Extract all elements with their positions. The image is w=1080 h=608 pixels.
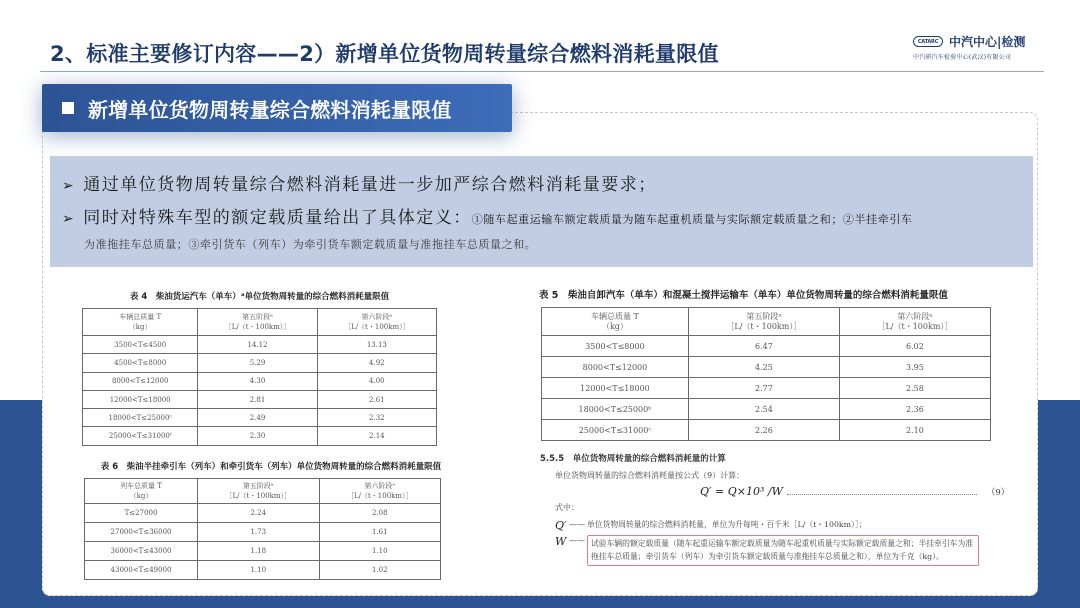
- table-cell: 1.10: [319, 542, 441, 561]
- table-4: [82, 290, 437, 446]
- table-cell: 8000<T≤12000: [542, 357, 689, 378]
- table-cell: 27000<T≤36000: [85, 523, 198, 542]
- table-cell: 5.29: [198, 354, 317, 372]
- table-cell: 6.02: [839, 336, 990, 357]
- table-cell: 18000<T≤25000ᵇ: [542, 399, 689, 420]
- formula-where-label: 式中：: [555, 503, 579, 512]
- table-cell: 2.24: [198, 504, 319, 523]
- table-cell: 12000<T≤18000: [83, 390, 198, 408]
- table-header-row: [85, 479, 441, 504]
- table-header-row: [83, 309, 437, 336]
- table-cell: 13.13: [317, 336, 436, 354]
- logo-brand-text: 中汽中心|检测: [949, 35, 1026, 49]
- table-cell: 1.18: [198, 542, 319, 561]
- table-cell: 2.08: [319, 504, 441, 523]
- arrow-bullet-icon: ➢: [62, 178, 76, 194]
- table-cell: T≤27000: [85, 504, 198, 523]
- table-row: [542, 336, 991, 357]
- table-caption: 表 4 柴油货运汽车（单车）ᵃ单位货物周转量的综合燃料消耗量限值: [129, 292, 390, 302]
- summary-bullet-text: 同时对特殊车型的额定载质量给出了具体定义：: [83, 208, 472, 228]
- page-title: 2、标准主要修订内容——2）新增单位货物周转量综合燃料消耗量限值: [50, 42, 719, 66]
- table-cell: 2.30: [198, 427, 317, 445]
- column-header: 第六阶段ᵃ ［L/（t・100km）］: [317, 309, 436, 336]
- limit-table: [84, 478, 441, 580]
- table-cell: 12000<T≤18000: [542, 378, 689, 399]
- limit-table: [541, 307, 991, 441]
- definition-symbol: W: [555, 535, 567, 548]
- table-cell: 4.00: [317, 372, 436, 390]
- square-bullet-icon: [62, 102, 74, 114]
- table-row: [542, 378, 991, 399]
- catarc-logo-icon: CATARC: [913, 36, 943, 47]
- table-cell: 25000<T≤31000ᶜ: [542, 420, 689, 441]
- column-header: 车辆总质量 T （kg）: [83, 309, 198, 336]
- table-row: [83, 409, 437, 427]
- formula-intro: 单位货物周转量的综合燃料消耗量按公式（9）计算：: [555, 471, 745, 480]
- limit-table: [82, 308, 437, 446]
- logo-subtitle: 中汽研汽车检验中心(武汉)有限公司: [913, 54, 1012, 61]
- table-row: [85, 542, 441, 561]
- summary-bullet: [62, 202, 1033, 234]
- table-row: [83, 336, 437, 354]
- table-row: [83, 390, 437, 408]
- table-cell: 25000<T≤31000ᶠ: [83, 427, 198, 445]
- table-row: [542, 357, 991, 378]
- formula-section: [540, 452, 1010, 566]
- table-cell: 2.49: [198, 409, 317, 427]
- table-cell: 1.73: [198, 523, 319, 542]
- table-row: [83, 372, 437, 390]
- table-row: [542, 399, 991, 420]
- formula-number: （9）: [986, 488, 1010, 498]
- formula-expression: Q′ = Q×10³ /W: [700, 485, 783, 498]
- table-cell: 2.26: [688, 420, 839, 441]
- table-cell: 36000<T≤43000: [85, 542, 198, 561]
- table-cell: 2.10: [839, 420, 990, 441]
- dot-leader: [787, 494, 977, 495]
- table-5: [539, 287, 1009, 441]
- definition-row: [540, 535, 1000, 566]
- column-header: 车辆总质量 T （kg）: [542, 308, 689, 336]
- table-cell: 2.77: [688, 378, 839, 399]
- company-logo: [913, 33, 1038, 63]
- section-heading: [42, 84, 512, 132]
- definition-symbol: Q′: [555, 519, 567, 532]
- table-cell: 18000<T≤25000ᶜ: [83, 409, 198, 427]
- table-cell: 2.54: [688, 399, 839, 420]
- arrow-bullet-icon: ➢: [62, 211, 76, 227]
- section-heading-label: 新增单位货物周转量综合燃料消耗量限值: [88, 97, 452, 122]
- table-cell: 2.81: [198, 390, 317, 408]
- column-header: 列车总质量 T （kg）: [85, 479, 198, 504]
- table-cell: 1.10: [198, 561, 319, 580]
- table-header-row: [542, 308, 991, 336]
- table-row: [83, 427, 437, 445]
- table-cell: 3500<T≤8000: [542, 336, 689, 357]
- formula-heading: 5.5.5 单位货物周转量的综合燃料消耗量的计算: [540, 454, 726, 464]
- table-cell: 4.25: [688, 357, 839, 378]
- table-cell: 4.92: [317, 354, 436, 372]
- formula-equation: [540, 485, 1010, 498]
- table-cell: 4.30: [198, 372, 317, 390]
- table-cell: 2.61: [317, 390, 436, 408]
- table-row: [85, 561, 441, 580]
- definition-row: [540, 519, 1000, 532]
- table-cell: 1.61: [319, 523, 441, 542]
- column-header: 第五阶段ᵃ ［L/（t・100km）］: [198, 309, 317, 336]
- column-header: 第五阶段ᵃ ［L/（t・100km）］: [688, 308, 839, 336]
- table-cell: 3500<T≤4500: [83, 336, 198, 354]
- column-header: 第六阶段ᵃ ［L/（t・100km）］: [839, 308, 990, 336]
- column-header: 第五阶段ᵃ ［L/（t・100km）］: [198, 479, 319, 504]
- table-cell: 2.36: [839, 399, 990, 420]
- table-cell: 2.14: [317, 427, 436, 445]
- table-cell: 14.12: [198, 336, 317, 354]
- table-caption: 表 5 柴油自卸汽车（单车）和混凝土搅拌运输车（单车）单位货物周转量的综合燃料消耗量限值: [539, 290, 948, 301]
- table-cell: 6.47: [688, 336, 839, 357]
- summary-panel: [50, 156, 1033, 267]
- table-row: [85, 523, 441, 542]
- table-row: [542, 420, 991, 441]
- highlighted-definition: 试验车辆的额定载质量（随车起重运输车额定载质量为随车起重机质量与实际额定载质量之和；半挂牵引车为准拖挂车总质量；牵引货车（列车）为牵引货车额定载质量与准拖挂车总质量之和），单位为千克（kg）。: [587, 535, 979, 566]
- table-cell: 4500<T≤8000: [83, 354, 198, 372]
- table-cell: 1.02: [319, 561, 441, 580]
- table-cell: 3.95: [839, 357, 990, 378]
- definition-text: 单位货物周转量的综合燃料消耗量，单位为升每吨・百千米［L/（t・100km）］；: [587, 520, 867, 529]
- title-divider: [40, 71, 1044, 72]
- definition-dash: ——: [569, 536, 585, 545]
- table-row: [83, 354, 437, 372]
- summary-bullet-text: 通过单位货物周转量综合燃料消耗量进一步加严综合燃料消耗量要求；: [83, 175, 657, 195]
- table-cell: 8000<T≤12000: [83, 372, 198, 390]
- summary-bullet-continuation: 为准拖挂车总质量；③牵引货车（列车）为牵引货车额定载质量与准拖挂车总质量之和。: [84, 238, 537, 251]
- summary-bullet-detail: ①随车起重运输车额定载质量为随车起重机质量与实际额定载质量之和；②半挂牵引车: [471, 213, 913, 226]
- table-cell: 2.32: [317, 409, 436, 427]
- table-cell: 2.58: [839, 378, 990, 399]
- definition-dash: ——: [569, 520, 585, 529]
- table-cell: 43000<T≤49000: [85, 561, 198, 580]
- table-row: [85, 504, 441, 523]
- summary-bullet: [62, 168, 1033, 202]
- table-6: [82, 460, 460, 580]
- table-caption: 表 6 柴油半挂牵引车（列车）和牵引货车（列车）单位货物周转量的综合燃料消耗量限值: [100, 462, 442, 472]
- column-header: 第六阶段ᵃ ［L/（t・100km）］: [319, 479, 441, 504]
